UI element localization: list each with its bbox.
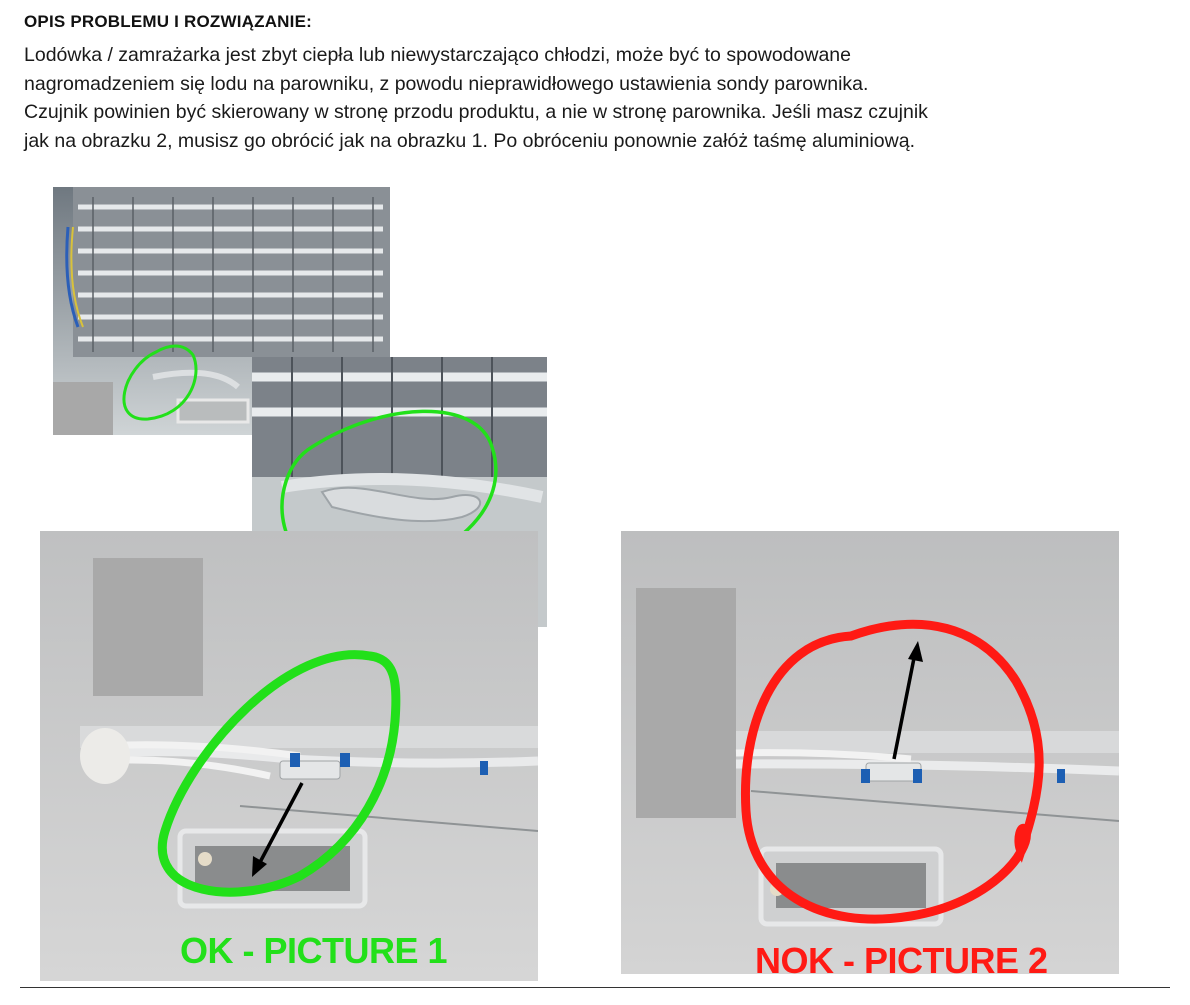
nok-sensor-photo xyxy=(621,531,1119,974)
page-divider xyxy=(20,987,1170,988)
description-line: nagromadzeniem się lodu na parowniku, z powodu nieprawidłowego ustawienia sondy parownika. xyxy=(24,72,869,95)
ok-sensor-photo xyxy=(40,531,538,981)
nok-caption: NOK - PICTURE 2 xyxy=(755,940,1048,981)
ok-caption: OK - PICTURE 1 xyxy=(180,930,448,971)
page-heading: OPIS PROBLEMU I ROZWIĄZANIE: xyxy=(24,12,312,31)
description-line: Czujnik powinien być skierowany w stronę przodu produktu, a nie w stronę parownika. Jeśli masz czujnik xyxy=(24,101,928,123)
problem-description xyxy=(24,41,1174,155)
description-line: jak na obrazku 2, musisz go obrócić jak na obrazku 1. Po obróceniu ponownie załóż taśmę aluminiową. xyxy=(24,129,915,152)
description-line: Lodówka / zamrażarka jest zbyt ciepła lub niewystarczająco chłodzi, może być to spowodowane xyxy=(24,44,851,66)
